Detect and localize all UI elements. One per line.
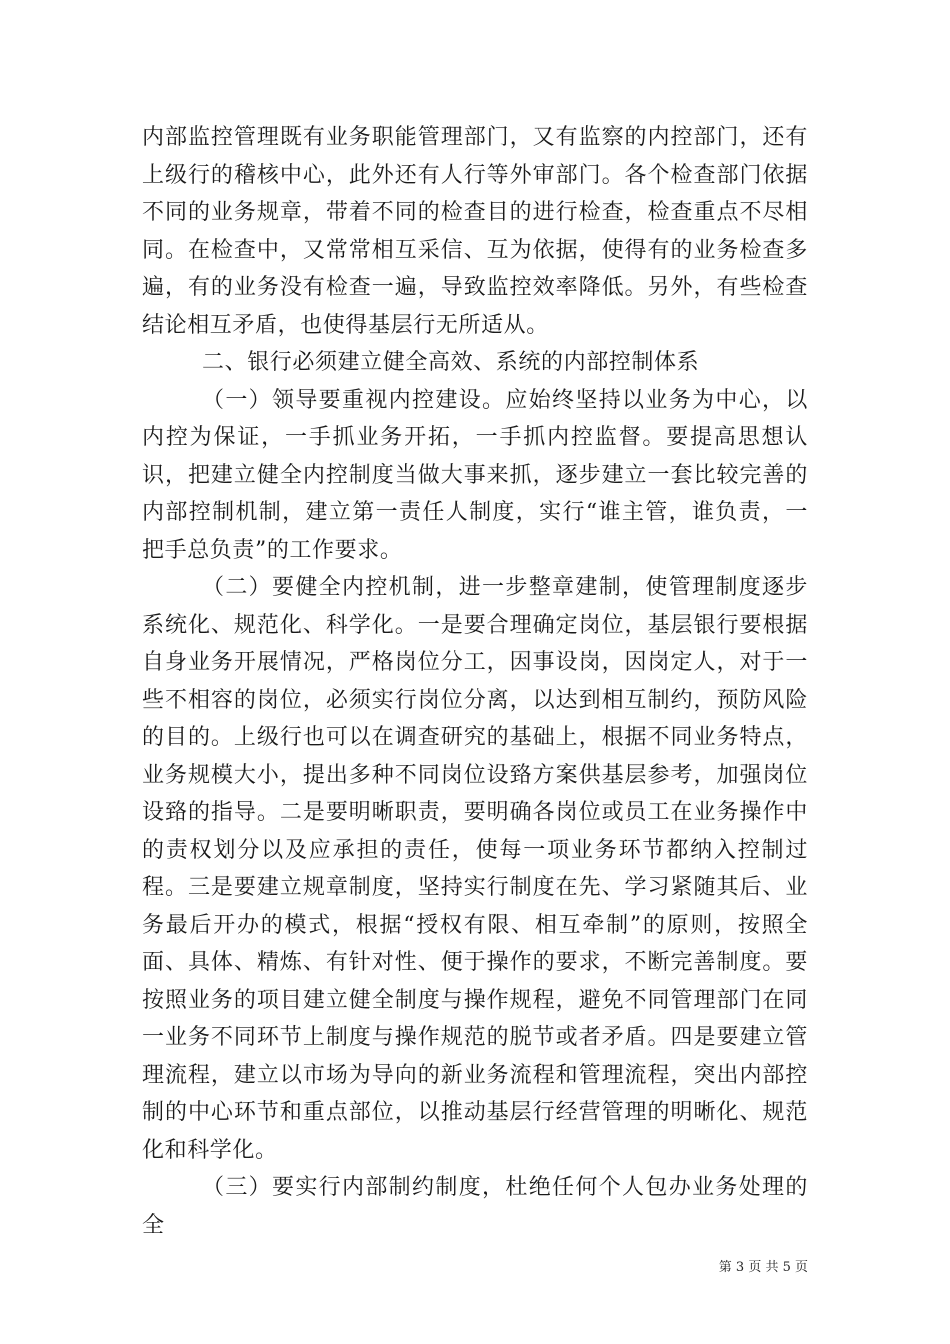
paragraph-leadership: （一）领导要重视内控建设。应始终坚持以业务为中心，以内控为保证，一手抓业务开拓，一手抓内控监督。要提高思想认识，把建立健全内控制度当做大事来抓，逐步建立一套比较完善的内部控制机制，建立第一责任人制度，实行“谁主管，谁负责，一把手总负责”的工作要求。 — [142, 387, 808, 563]
paragraph-restriction: （三）要实行内部制约制度，杜绝任何个人包办业务处理的全 — [142, 1175, 808, 1238]
section-heading: 二、银行必须建立健全高效、系统的内部控制体系 — [202, 350, 700, 375]
paragraph-continuation: 内部监控管理既有业务职能管理部门，又有监察的内控部门，还有上级行的稽核中心，此外还有人行等外审部门。各个检查部门依据不同的业务规章，带着不同的检查目的进行检查，检查重点不尽相同。在检查中，又常常相互采信、互为依据，使得有的业务检查多遍，有的业务没有检查一遍，导致监控效率降低。另外，有些检查结论相互矛盾，也使得基层行无所适从。 — [142, 125, 808, 338]
document-body — [142, 119, 808, 1244]
page-number: 第 3 页 共 5 页 — [718, 1260, 808, 1275]
paragraph-mechanism: （二）要健全内控机制，进一步整章建制，使管理制度逐步系统化、规范化、科学化。一是要合理确定岗位，基层银行要根据自身业务开展情况，严格岗位分工，因事设岗，因岗定人，对于一些不相容的岗位，必须实行岗位分离，以达到相互制约，预防风险的目的。上级行也可以在调查研究的基础上，根据不同业务特点，业务规模大小，提出多种不同岗位设臵方案供基层参考，加强岗位设臵的指导。二是要明晰职责，要明确各岗位或员工在业务操作中的责权划分以及应承担的责任，使每一项业务环节都纳入控制过程。三是要建立规章制度，坚持实行制度在先、学习紧随其后、业务最后开办的模式，根据“授权有限、相互牵制”的原则，按照全面、具体、精炼、有针对性、便于操作的要求，不断完善制度。要按照业务的项目建立健全制度与操作规程，避免不同管理部门在同一业务不同环节上制度与操作规范的脱节或者矛盾。四是要建立管理流程，建立以市场为导向的新业务流程和管理流程，突出内部控制的中心环节和重点部位，以推动基层行经营管理的明晰化、规范化和科学化。 — [142, 575, 808, 1163]
